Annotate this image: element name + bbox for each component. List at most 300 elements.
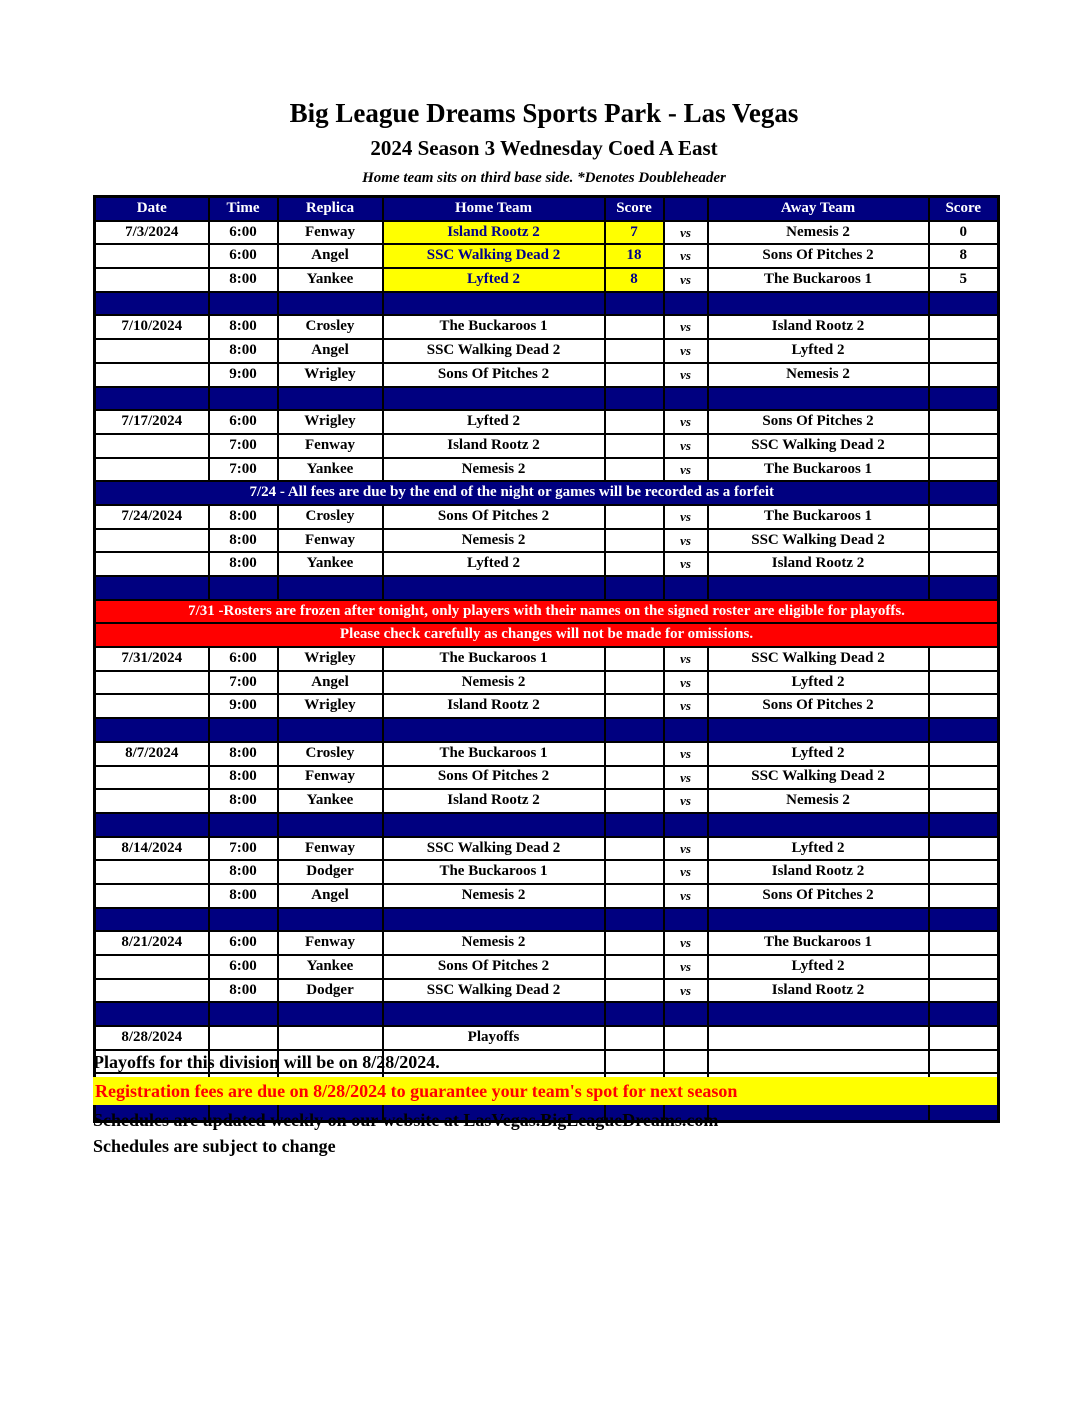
replica-cell: Fenway — [278, 221, 383, 245]
date-cell — [95, 884, 209, 908]
vs-cell: vs — [664, 884, 708, 908]
separator-cell — [209, 718, 278, 742]
schedule-row — [95, 529, 999, 553]
separator-row — [95, 387, 999, 411]
home-score-cell — [605, 742, 664, 766]
separator-cell — [278, 908, 383, 932]
separator-cell — [929, 387, 999, 411]
home-score-cell — [605, 766, 664, 790]
time-cell: 6:00 — [209, 244, 278, 268]
replica-cell: Crosley — [278, 505, 383, 529]
home-team-cell: Island Rootz 2 — [383, 434, 605, 458]
schedule-row — [95, 671, 999, 695]
away-score-cell — [929, 458, 999, 482]
column-header-replica: Replica — [278, 197, 383, 221]
away-score-cell — [929, 789, 999, 813]
date-cell — [95, 363, 209, 387]
home-team-cell: SSC Walking Dead 2 — [383, 244, 605, 268]
replica-cell: Fenway — [278, 529, 383, 553]
separator-cell — [209, 908, 278, 932]
separator-row — [95, 908, 999, 932]
page-title: Big League Dreams Sports Park - Las Vegas — [289, 98, 799, 128]
away-score-cell: 8 — [929, 244, 999, 268]
time-cell — [209, 1026, 278, 1050]
schedule-row — [95, 860, 999, 884]
time-cell: 9:00 — [209, 694, 278, 718]
separator-cell — [95, 576, 209, 600]
away-team-cell: SSC Walking Dead 2 — [708, 434, 929, 458]
away-score-cell — [929, 837, 999, 861]
separator-row — [95, 292, 999, 316]
vs-cell: vs — [664, 789, 708, 813]
away-score-cell — [929, 766, 999, 790]
home-score-cell — [605, 505, 664, 529]
vs-cell: vs — [664, 458, 708, 482]
vs-cell: vs — [664, 979, 708, 1003]
home-score-cell — [605, 931, 664, 955]
time-cell: 6:00 — [209, 955, 278, 979]
separator-cell — [383, 908, 605, 932]
replica-cell: Dodger — [278, 979, 383, 1003]
separator-cell — [278, 292, 383, 316]
home-score-cell — [605, 884, 664, 908]
time-cell: 8:00 — [209, 884, 278, 908]
vs-cell: vs — [664, 410, 708, 434]
home-score-cell — [605, 339, 664, 363]
away-team-cell: Sons Of Pitches 2 — [708, 244, 929, 268]
time-cell: 8:00 — [209, 339, 278, 363]
away-score-cell — [929, 1026, 999, 1050]
footer-line: Schedules are subject to change — [93, 1136, 336, 1156]
date-cell — [95, 552, 209, 576]
footer-line: Playoffs for this division will be on 8/28/2024. — [93, 1052, 440, 1072]
schedule-table — [93, 195, 1000, 1123]
replica-cell: Yankee — [278, 789, 383, 813]
away-score-cell — [929, 505, 999, 529]
date-cell — [95, 955, 209, 979]
away-team-cell: Lyfted 2 — [708, 671, 929, 695]
separator-cell — [209, 292, 278, 316]
schedule-row — [95, 363, 999, 387]
column-header-vs — [664, 197, 708, 221]
home-score-cell — [605, 315, 664, 339]
schedule-row — [95, 458, 999, 482]
separator-cell — [708, 1002, 929, 1026]
separator-cell — [664, 813, 708, 837]
replica-cell: Angel — [278, 339, 383, 363]
schedule-row — [95, 221, 999, 245]
replica-cell: Angel — [278, 671, 383, 695]
vs-cell: vs — [664, 268, 708, 292]
away-team-cell: Island Rootz 2 — [708, 552, 929, 576]
vs-cell: vs — [664, 221, 708, 245]
date-cell — [95, 458, 209, 482]
home-team-cell: Sons Of Pitches 2 — [383, 766, 605, 790]
home-score-cell — [605, 979, 664, 1003]
footer-notes — [93, 1049, 997, 1159]
separator-cell — [209, 387, 278, 411]
away-score-cell — [929, 552, 999, 576]
time-cell: 6:00 — [209, 931, 278, 955]
separator-cell — [383, 1002, 605, 1026]
vs-cell: vs — [664, 647, 708, 671]
vs-cell: vs — [664, 742, 708, 766]
away-score-cell — [929, 979, 999, 1003]
column-header-date: Date — [95, 197, 209, 221]
schedule-row — [95, 837, 999, 861]
schedule-row — [95, 434, 999, 458]
replica-cell: Wrigley — [278, 647, 383, 671]
away-team-cell: Lyfted 2 — [708, 742, 929, 766]
date-cell — [95, 339, 209, 363]
home-team-cell: Playoffs — [383, 1026, 605, 1050]
separator-cell — [383, 292, 605, 316]
home-score-cell — [605, 671, 664, 695]
separator-cell — [708, 813, 929, 837]
separator-cell — [209, 813, 278, 837]
home-team-cell: Lyfted 2 — [383, 552, 605, 576]
vs-cell: vs — [664, 363, 708, 387]
time-cell: 8:00 — [209, 529, 278, 553]
schedule-row — [95, 694, 999, 718]
separator-cell — [708, 576, 929, 600]
home-score-cell — [605, 1026, 664, 1050]
home-team-cell: The Buckaroos 1 — [383, 315, 605, 339]
away-team-cell: SSC Walking Dead 2 — [708, 647, 929, 671]
separator-cell — [278, 718, 383, 742]
away-team-cell: The Buckaroos 1 — [708, 931, 929, 955]
separator-cell — [95, 718, 209, 742]
time-cell: 8:00 — [209, 766, 278, 790]
time-cell: 7:00 — [209, 837, 278, 861]
separator-cell — [929, 481, 999, 505]
away-team-cell: Nemesis 2 — [708, 221, 929, 245]
home-score-cell — [605, 410, 664, 434]
replica-cell: Dodger — [278, 860, 383, 884]
date-cell: 8/14/2024 — [95, 837, 209, 861]
schedule-row — [95, 410, 999, 434]
separator-cell — [278, 576, 383, 600]
away-score-cell — [929, 410, 999, 434]
home-team-cell: Lyfted 2 — [383, 410, 605, 434]
away-team-cell: SSC Walking Dead 2 — [708, 766, 929, 790]
away-team-cell: SSC Walking Dead 2 — [708, 529, 929, 553]
home-score-cell — [605, 694, 664, 718]
away-score-cell — [929, 671, 999, 695]
home-team-cell: Sons Of Pitches 2 — [383, 955, 605, 979]
separator-cell — [664, 576, 708, 600]
away-score-cell: 0 — [929, 221, 999, 245]
away-team-cell: Sons Of Pitches 2 — [708, 410, 929, 434]
vs-cell: vs — [664, 694, 708, 718]
home-score-cell — [605, 529, 664, 553]
footer-line: Schedules are updated weekly on our website at LasVegas.BigLeagueDreams.com — [93, 1110, 719, 1130]
date-cell: 7/17/2024 — [95, 410, 209, 434]
separator-cell — [383, 387, 605, 411]
date-cell: 7/24/2024 — [95, 505, 209, 529]
separator-cell — [605, 908, 664, 932]
separator-cell — [664, 1002, 708, 1026]
time-cell: 8:00 — [209, 505, 278, 529]
home-team-cell: Nemesis 2 — [383, 458, 605, 482]
time-cell: 6:00 — [209, 221, 278, 245]
schedule-row — [95, 931, 999, 955]
replica-cell: Wrigley — [278, 694, 383, 718]
separator-cell — [664, 292, 708, 316]
replica-cell — [278, 1026, 383, 1050]
banner-cell: 7/31 -Rosters are frozen after tonight, only players with their names on the signed roster are eligible for playoffs. — [95, 600, 999, 624]
separator-cell — [605, 292, 664, 316]
home-team-cell: SSC Walking Dead 2 — [383, 837, 605, 861]
away-team-cell: Lyfted 2 — [708, 339, 929, 363]
separator-cell — [708, 387, 929, 411]
time-cell: 6:00 — [209, 647, 278, 671]
separator-cell — [383, 576, 605, 600]
home-team-cell: SSC Walking Dead 2 — [383, 339, 605, 363]
vs-cell: vs — [664, 434, 708, 458]
separator-cell — [605, 813, 664, 837]
replica-cell: Fenway — [278, 931, 383, 955]
separator-cell — [664, 387, 708, 411]
date-cell — [95, 671, 209, 695]
replica-cell: Angel — [278, 244, 383, 268]
away-team-cell: Island Rootz 2 — [708, 860, 929, 884]
separator-cell — [708, 718, 929, 742]
vs-cell: vs — [664, 860, 708, 884]
away-score-cell — [929, 363, 999, 387]
home-score-cell — [605, 789, 664, 813]
replica-cell: Fenway — [278, 434, 383, 458]
home-team-cell: SSC Walking Dead 2 — [383, 979, 605, 1003]
away-team-cell: Sons Of Pitches 2 — [708, 884, 929, 908]
date-cell — [95, 434, 209, 458]
separator-cell — [605, 718, 664, 742]
home-team-cell: Nemesis 2 — [383, 931, 605, 955]
separator-cell — [929, 576, 999, 600]
time-cell: 8:00 — [209, 315, 278, 339]
time-cell: 9:00 — [209, 363, 278, 387]
home-score-cell — [605, 837, 664, 861]
time-cell: 6:00 — [209, 410, 278, 434]
home-team-cell: Sons Of Pitches 2 — [383, 505, 605, 529]
separator-cell — [929, 292, 999, 316]
time-cell: 8:00 — [209, 979, 278, 1003]
column-header-away-team: Away Team — [708, 197, 929, 221]
away-score-cell — [929, 955, 999, 979]
separator-cell — [605, 576, 664, 600]
schedule-row — [95, 268, 999, 292]
separator-cell — [278, 1002, 383, 1026]
home-score-cell — [605, 458, 664, 482]
separator-cell — [929, 718, 999, 742]
separator-cell — [383, 718, 605, 742]
away-team-cell: The Buckaroos 1 — [708, 268, 929, 292]
home-team-cell: Nemesis 2 — [383, 884, 605, 908]
vs-cell: vs — [664, 552, 708, 576]
column-header-time: Time — [209, 197, 278, 221]
column-header-away-score: Score — [929, 197, 999, 221]
date-cell: 7/31/2024 — [95, 647, 209, 671]
away-team-cell: Lyfted 2 — [708, 955, 929, 979]
column-header-home-score: Score — [605, 197, 664, 221]
separator-cell — [209, 1002, 278, 1026]
away-team-cell: The Buckaroos 1 — [708, 458, 929, 482]
home-team-cell: Nemesis 2 — [383, 529, 605, 553]
schedule-row — [95, 789, 999, 813]
vs-cell: vs — [664, 837, 708, 861]
replica-cell: Fenway — [278, 837, 383, 861]
vs-cell: vs — [664, 671, 708, 695]
home-score-cell: 18 — [605, 244, 664, 268]
registration-fee-notice: Registration fees are due on 8/28/2024 to guarantee your team's spot for next season — [93, 1077, 997, 1105]
away-team-cell: The Buckaroos 1 — [708, 505, 929, 529]
notice-cell: 7/24 - All fees are due by the end of the night or games will be recorded as a forfeit — [95, 481, 929, 505]
vs-cell: vs — [664, 244, 708, 268]
home-team-note: Home team sits on third base side. *Denotes Doubleheader — [362, 170, 726, 186]
away-score-cell — [929, 339, 999, 363]
vs-cell: vs — [664, 955, 708, 979]
separator-row — [95, 1002, 999, 1026]
home-score-cell — [605, 363, 664, 387]
separator-cell — [278, 813, 383, 837]
time-cell: 8:00 — [209, 552, 278, 576]
separator-cell — [708, 292, 929, 316]
separator-cell — [209, 576, 278, 600]
separator-cell — [605, 387, 664, 411]
separator-cell — [95, 813, 209, 837]
time-cell: 8:00 — [209, 860, 278, 884]
schedule-row — [95, 884, 999, 908]
vs-cell: vs — [664, 529, 708, 553]
home-team-cell: The Buckaroos 1 — [383, 860, 605, 884]
away-team-cell: Island Rootz 2 — [708, 315, 929, 339]
date-cell — [95, 244, 209, 268]
date-cell — [95, 766, 209, 790]
notice-row — [95, 481, 999, 505]
home-team-cell: The Buckaroos 1 — [383, 647, 605, 671]
away-score-cell — [929, 694, 999, 718]
separator-cell — [929, 908, 999, 932]
separator-row — [95, 576, 999, 600]
home-team-cell: The Buckaroos 1 — [383, 742, 605, 766]
time-cell: 7:00 — [209, 671, 278, 695]
schedule-row — [95, 742, 999, 766]
home-score-cell — [605, 434, 664, 458]
season-subtitle: 2024 Season 3 Wednesday Coed A East — [370, 136, 718, 160]
away-score-cell: 5 — [929, 268, 999, 292]
away-team-cell — [708, 1026, 929, 1050]
date-cell — [95, 268, 209, 292]
time-cell: 7:00 — [209, 458, 278, 482]
date-cell — [95, 529, 209, 553]
schedule-row — [95, 955, 999, 979]
time-cell: 8:00 — [209, 742, 278, 766]
date-cell — [95, 860, 209, 884]
home-team-cell: Island Rootz 2 — [383, 789, 605, 813]
away-score-cell — [929, 434, 999, 458]
vs-cell: vs — [664, 505, 708, 529]
separator-cell — [95, 908, 209, 932]
table-header-row — [95, 197, 999, 221]
separator-cell — [664, 908, 708, 932]
replica-cell: Yankee — [278, 458, 383, 482]
date-cell: 7/3/2024 — [95, 221, 209, 245]
schedule-row — [95, 315, 999, 339]
vs-cell: vs — [664, 339, 708, 363]
replica-cell: Crosley — [278, 315, 383, 339]
time-cell: 8:00 — [209, 268, 278, 292]
schedule-row — [95, 505, 999, 529]
away-team-cell: Nemesis 2 — [708, 363, 929, 387]
home-team-cell: Nemesis 2 — [383, 671, 605, 695]
replica-cell: Crosley — [278, 742, 383, 766]
separator-cell — [95, 387, 209, 411]
banner-row — [95, 623, 999, 647]
home-team-cell: Lyfted 2 — [383, 268, 605, 292]
schedule-row — [95, 647, 999, 671]
separator-cell — [708, 908, 929, 932]
home-score-cell — [605, 955, 664, 979]
separator-cell — [278, 387, 383, 411]
banner-cell: Please check carefully as changes will not be made for omissions. — [95, 623, 999, 647]
away-score-cell — [929, 529, 999, 553]
schedule-row — [95, 552, 999, 576]
separator-row — [95, 813, 999, 837]
separator-row — [95, 718, 999, 742]
home-score-cell: 7 — [605, 221, 664, 245]
schedule-row — [95, 766, 999, 790]
replica-cell: Fenway — [278, 766, 383, 790]
vs-cell — [664, 1026, 708, 1050]
away-score-cell — [929, 742, 999, 766]
home-team-cell: Island Rootz 2 — [383, 221, 605, 245]
date-cell — [95, 789, 209, 813]
home-score-cell — [605, 552, 664, 576]
away-team-cell: Nemesis 2 — [708, 789, 929, 813]
away-score-cell — [929, 315, 999, 339]
separator-cell — [664, 718, 708, 742]
separator-cell — [383, 813, 605, 837]
separator-cell — [929, 1002, 999, 1026]
home-score-cell — [605, 647, 664, 671]
schedule-row — [95, 979, 999, 1003]
separator-cell — [95, 292, 209, 316]
schedule-row — [95, 1026, 999, 1050]
replica-cell: Wrigley — [278, 410, 383, 434]
date-cell: 8/28/2024 — [95, 1026, 209, 1050]
away-score-cell — [929, 884, 999, 908]
vs-cell: vs — [664, 766, 708, 790]
schedule-row — [95, 339, 999, 363]
date-cell: 8/21/2024 — [95, 931, 209, 955]
away-score-cell — [929, 931, 999, 955]
home-score-cell: 8 — [605, 268, 664, 292]
schedule-row — [95, 244, 999, 268]
replica-cell: Angel — [278, 884, 383, 908]
replica-cell: Yankee — [278, 268, 383, 292]
date-cell — [95, 694, 209, 718]
away-team-cell: Sons Of Pitches 2 — [708, 694, 929, 718]
away-team-cell: Island Rootz 2 — [708, 979, 929, 1003]
home-team-cell: Island Rootz 2 — [383, 694, 605, 718]
replica-cell: Yankee — [278, 552, 383, 576]
vs-cell: vs — [664, 931, 708, 955]
vs-cell: vs — [664, 315, 708, 339]
away-team-cell: Lyfted 2 — [708, 837, 929, 861]
replica-cell: Wrigley — [278, 363, 383, 387]
date-cell — [95, 979, 209, 1003]
time-cell: 8:00 — [209, 789, 278, 813]
